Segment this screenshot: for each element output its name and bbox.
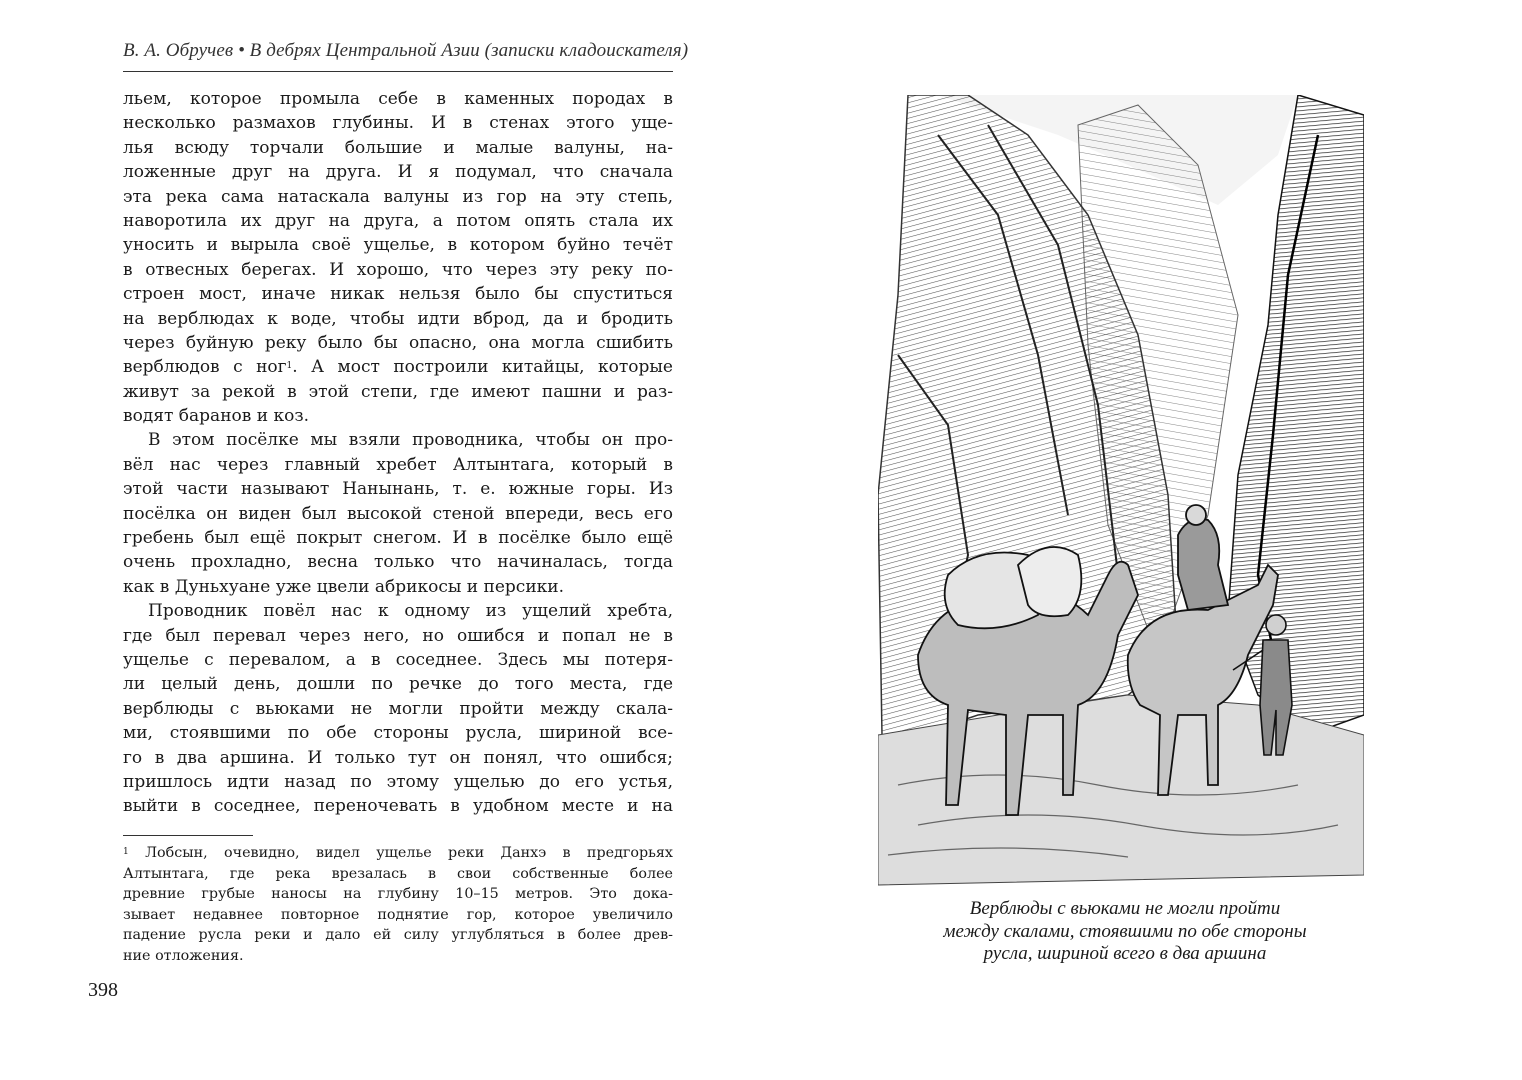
body-line: этой части называют Нанынань, т. е. южные горы. Из [123,479,673,500]
body-line: в отвесных берегах. И хорошо, что через эту реку по- [123,259,673,280]
footnote-rule [123,835,253,836]
caption-line: между скалами, стоявшими по обе стороны [943,920,1307,942]
footnote-line [123,843,673,864]
body-line: Проводник повёл нас к одному из ущелий хребта, [148,601,673,622]
body-line: через буйную реку было бы опасно, она могла сшибить [123,332,673,353]
running-head: В. А. Обручев • В дебрях Центральной Азии (записки кладоискателя) [123,40,689,61]
caption-line: Верблюды с вьюками не могли пройти [969,898,1281,919]
footnote-line: древние грубые наносы на глубину 10–15 метров. Это дока- [123,886,673,902]
body-line: льем, которое промыла себе в каменных породах в [123,89,673,109]
body-line: на верблюдах к воде, чтобы идти вброд, да и бродить [123,308,673,329]
body-line: пришлось идти назад по этому ущелью до его устья, [123,771,673,792]
body-line: уносить и вырыла своё ущелье, в котором буйно течёт [123,235,673,256]
body-line: наворотила их друг на друга, а потом опять стала их [123,210,673,231]
page-number: 398 [88,979,118,1001]
body-line: живут за рекой в этой степи, где имеют пашни и раз- [123,381,673,402]
body-line: ложенные друг на друга. И я подумал, что сначала [123,162,673,183]
header-rule [123,71,673,72]
body-line: верблюды с вьюками не могли пройти между скала- [123,698,673,719]
body-line: гребень был ещё покрыт снегом. И в посёлке было ещё [123,528,673,549]
footnote-line: Алтынтага, где река врезалась в свои собственные более [123,865,673,882]
body-line: где был перевал через него, но ошибся и попал не в [123,625,673,646]
body-line: вёл нас через главный хребет Алтынтага, который в [123,454,673,475]
body-line: В этом посёлке мы взяли проводника, чтобы он про- [148,430,673,451]
body-line: го в два аршина. И только тут он понял, что ошибся; [123,747,673,768]
body-line: выйти в соседнее, переночевать в удобном месте и на [123,796,673,817]
footnote-line: зывает недавнее повторное поднятие гор, которое увеличило [123,906,673,923]
body-line: очень прохладно, весна только что начиналась, тогда [123,552,673,573]
body-line: строен мост, иначе никак нельзя было бы спуститься [123,284,673,305]
footnote [123,843,673,966]
footnote-marker: 1 [123,847,129,857]
body-text [123,87,673,819]
footnote-ref[interactable]: 1 [286,361,293,372]
illustration-caption [900,898,1350,966]
body-line: лья всюду торчали большие и малые валуны, на- [123,137,673,158]
body-line: несколько размахов глубины. И в стенах этого уще- [123,113,673,134]
body-line: ли целый день, дошли по речке до того места, где [123,674,673,695]
body-line-head: верблюдов с ног [123,357,287,378]
canyon-camels-illustration [878,95,1364,895]
footnote-line: ние отложения. [123,947,244,964]
rider [1178,519,1228,610]
body-line-with-footnote-ref [123,355,673,379]
body-line: ми, стоявшими по обе стороны русла, шириной все- [123,723,673,744]
body-line: как в Дуньхуане уже цвели абрикосы и персики. [123,576,565,597]
footnote-line: падение русла реки и дало ей силу углубляться в более древ- [123,927,673,943]
footnote-line-text: Лобсын, очевидно, видел ущелье реки Данхэ в предгорьях [145,845,673,861]
body-line: водят баранов и коз. [123,406,310,427]
body-line: ущелье с перевалом, а в соседнее. Здесь мы потеря- [123,649,673,670]
body-line-tail: . А мост построили китайцы, которые [292,357,673,378]
body-line: эта река сама натаскала валуны из гор на эту степь, [123,186,673,207]
body-line: посёлка он виден был высокой стеной впереди, весь его [123,503,673,524]
caption-line: русла, шириной всего в два аршина [983,943,1267,964]
